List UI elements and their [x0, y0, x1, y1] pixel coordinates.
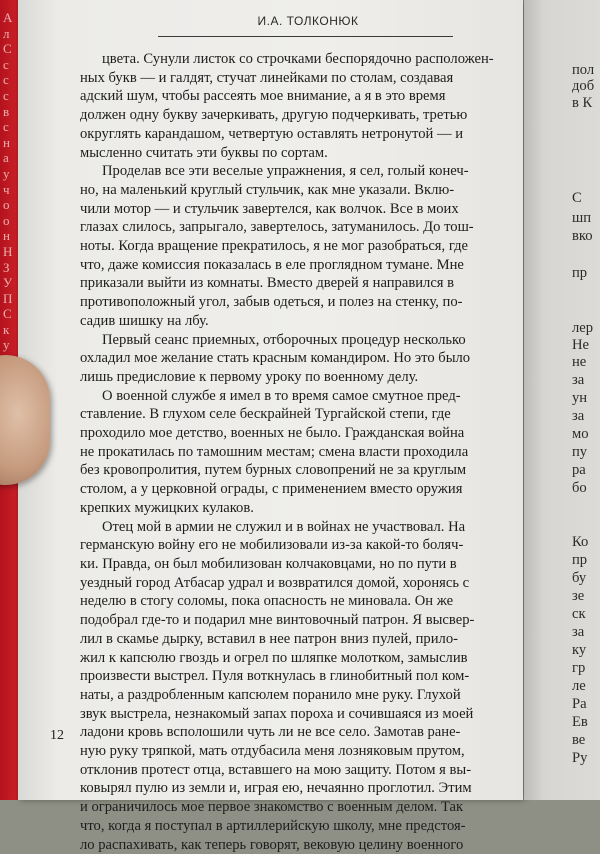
- text-line: противоположный угол, забыв одеться, и полез на стенку, по-: [80, 294, 463, 311]
- next-page-text-fragment: С: [572, 190, 582, 206]
- next-page-text-fragment: пр: [572, 265, 588, 281]
- next-page-text-fragment: зе: [572, 588, 585, 604]
- text-line: округлять карандашом, четвертую оставлять нетронутой — и: [80, 125, 464, 142]
- text-line: звук выстрела, незнакомый запах пороха и сочившаяся из моей: [80, 705, 474, 722]
- text-line: подобрал где-то и подарил мне винтовочный патрон. Я высвер-: [80, 612, 475, 629]
- text-line: ных букв — и галдят, стучат линейками по столам, создавая: [80, 69, 454, 86]
- text-line: должен одну букву зачеркивать, другую подчеркивать, третью: [80, 107, 468, 124]
- text-line: чили мотор — и стульчик завертелся, как волчок. Все в моих: [80, 200, 459, 217]
- text-line: без кровопролития, путем бурных словопрений не за круглым: [80, 462, 467, 479]
- text-line: лишь предисловие к первому уроку по военному делу.: [80, 368, 419, 385]
- paragraph: [80, 331, 522, 387]
- next-page-text-fragment: гр: [572, 660, 586, 676]
- next-page-text-fragment: ку: [572, 642, 587, 658]
- next-page-text-fragment: пол: [572, 62, 595, 78]
- next-page-text-fragment: пу: [572, 444, 588, 460]
- cover-text: А л С с с с в с н а у ч о о н Н З У П С к у: [3, 10, 13, 353]
- page-body-text: [80, 50, 522, 854]
- next-page-text-fragment: пр: [572, 552, 588, 568]
- next-page-text-fragment: ле: [572, 678, 586, 694]
- next-page-edge: [524, 0, 600, 800]
- text-line: отклонив протест отца, вставшего на мою защиту. Потом я вы-: [80, 761, 472, 778]
- text-line: ладони кровь всполошили чуть ли не все село. Замотав ране-: [80, 724, 461, 741]
- next-page-text-fragment: бу: [572, 570, 587, 586]
- paragraph: [80, 162, 522, 330]
- text-line: мысленно считать эти буквы по сортам.: [80, 144, 328, 161]
- text-line: глазах слилось, запрыгало, завертелось, затуманилось. До тош-: [80, 219, 474, 236]
- text-line: Первый сеанс приемных, отборочных процедур несколько: [102, 331, 466, 348]
- header-rule: [158, 36, 453, 37]
- next-page-text-fragment: Не: [572, 337, 590, 353]
- text-line: ковырял пулю из земли и, играя ею, нечаянно проглотил. Этим: [80, 780, 472, 797]
- text-line: что, даже комиссия показалась в еле проглядном тумане. Мне: [80, 256, 464, 273]
- next-page-text-fragment: лер: [572, 320, 594, 336]
- text-line: ки. Правда, он был мобилизован колчаковцами, но по пути в: [80, 555, 457, 572]
- paragraph: [80, 387, 522, 518]
- text-line: ноты. Когда вращение прекратилось, я не мог разобраться, где: [80, 238, 468, 255]
- text-line: Отец мой в армии не служил и в войнах не участвовал. На: [102, 518, 466, 535]
- next-page-text-fragment: ве: [572, 732, 586, 748]
- text-line: жил к капсюлю гвоздь и огрел по шляпке молотком, замыслив: [80, 649, 468, 666]
- next-page-text-fragment: не: [572, 354, 587, 370]
- text-line: столом, а у церковной ограды, с применением вместо оружия: [80, 481, 463, 498]
- next-page-text-fragment: за: [572, 408, 585, 424]
- next-page-text-fragment: бо: [572, 480, 587, 496]
- text-line: германскую войну его не мобилизовали из-за какой-то боляч-: [80, 537, 464, 554]
- next-page-text-fragment: ун: [572, 390, 588, 406]
- text-line: лил в скамье дырку, вставил в нее патрон вниз пулей, прило-: [80, 630, 458, 647]
- text-line: адский шум, чтобы рассеять мое внимание, а я в это время: [80, 88, 446, 105]
- next-page-text-fragment: ра: [572, 462, 586, 478]
- next-page-text-fragment: за: [572, 372, 585, 388]
- text-line: что, когда я поступал в артиллерийскую школу, мне предстоя-: [80, 817, 466, 834]
- text-line: произвести выстрел. Пуля воткнулась в глинобитный пол ком-: [80, 668, 470, 685]
- text-line: наты, а раздробленным капсюлем поранило мне руку. Глухой: [80, 686, 461, 703]
- text-line: охладил мое желание стать красным командиром. Но это было: [80, 350, 471, 367]
- text-line: О военной службе я имел в то время самое смутное пред-: [102, 387, 461, 404]
- text-line: садив шишку на лбу.: [80, 312, 209, 329]
- text-line: Проделав все эти веселые упражнения, я сел, голый конеч-: [102, 163, 469, 180]
- text-line: уездный город Атбасар удрал и возвратился домой, хоронясь с: [80, 574, 470, 591]
- running-header: И.А. ТОЛКОНЮК: [257, 14, 359, 28]
- next-page-text-fragment: доб: [572, 78, 595, 94]
- text-line: неделю в стогу соломы, пока опасность не миновала. Он же: [80, 593, 454, 610]
- page-number: 12: [50, 728, 64, 743]
- next-page-text-fragment: Ра: [572, 696, 587, 712]
- text-line: ную руку тряпкой, мать отдубасила меня лозняковым прутом,: [80, 743, 465, 760]
- next-page-text-fragment: шп: [572, 210, 592, 226]
- next-page-text-fragment: вко: [572, 228, 593, 244]
- text-line: но, на маленький круглый стульчик, как мне указали. Вклю-: [80, 181, 455, 198]
- next-page-text-fragment: Ко: [572, 534, 589, 550]
- next-page-text-fragment: ск: [572, 606, 586, 622]
- next-page-text-fragment: мо: [572, 426, 589, 442]
- text-line: цвета. Сунули листок со строчками беспорядочно расположен-: [102, 51, 494, 67]
- book-page: [18, 0, 523, 853]
- next-page-text-fragment: Ев: [572, 714, 588, 730]
- text-line: проходило мое детство, военных не было. Гражданская война: [80, 425, 465, 442]
- next-page-text-fragment: в К: [572, 95, 593, 111]
- text-line: ло распахивать, как теперь говорят, вековую целину военного: [80, 836, 464, 853]
- text-line: ставление. В глухом селе бескрайней Тургайской степи, где: [80, 406, 451, 423]
- paragraph: [80, 518, 522, 854]
- next-page-text-fragment: Ру: [572, 750, 588, 766]
- text-line: не прокатилась по тамошним местам; смена власти проходила: [80, 443, 469, 460]
- paragraph: [80, 50, 522, 162]
- text-line: приказали выйти из комнаты. Вместо дверей я направился в: [80, 275, 455, 292]
- next-page-text-fragment: за: [572, 624, 585, 640]
- text-line: и ограничилось мое первое знакомство с военным делом. Так: [80, 799, 464, 816]
- text-line: крепких мужицких кулаков.: [80, 499, 254, 516]
